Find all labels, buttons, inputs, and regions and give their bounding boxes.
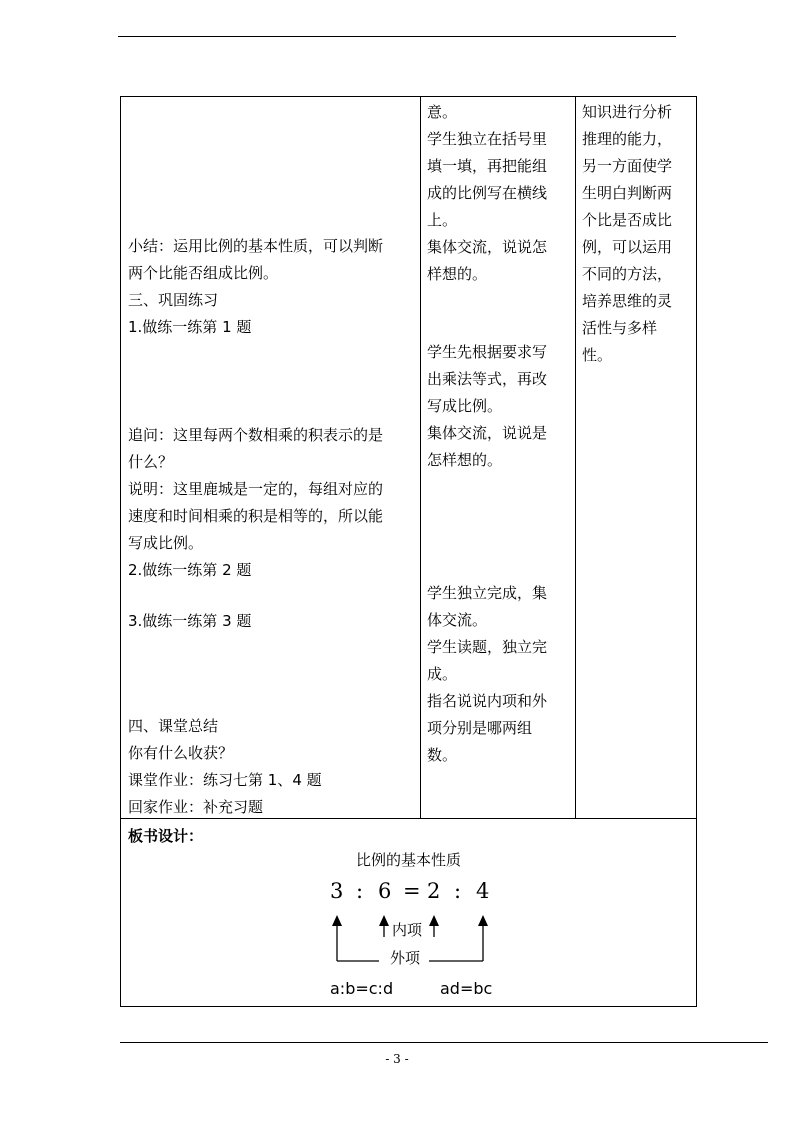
text-line: 成的比例写在横线 <box>427 184 548 202</box>
text-line: 写成比例。 <box>128 534 204 552</box>
header-rule <box>118 36 676 37</box>
text-line: 培养思维的灵 <box>582 292 673 310</box>
board-heading: 比例的基本性质 <box>355 851 461 869</box>
text-line: 另一方面使学 <box>582 157 673 175</box>
page-number: - 3 - <box>385 1052 409 1066</box>
text-line: 你有什么收获？ <box>128 744 234 762</box>
ratio-term: 4 <box>476 879 490 903</box>
inner-term-label: 内项 <box>392 921 423 939</box>
text-line: 个比是否成比 <box>582 211 673 229</box>
text-line: 学生先根据要求写 <box>427 343 548 361</box>
product-formula: ad=bc <box>440 979 493 998</box>
text-line: 指名说说内项和外 <box>427 692 548 710</box>
text-line: 学生读题，独立完 <box>427 638 548 656</box>
text-line: 意。 <box>427 103 458 121</box>
text-line: 两个比能否组成比例。 <box>128 264 279 282</box>
text-line: 2.做练一练第 2 题 <box>128 561 252 579</box>
footer-rule <box>120 1042 768 1043</box>
text-line: 小结：运用比例的基本性质，可以判断 <box>128 237 384 255</box>
text-line: 学生独立完成，集 <box>427 584 548 602</box>
text-line: 体交流。 <box>427 611 488 629</box>
text-line: 四、课堂总结 <box>128 717 219 735</box>
text-line: 三、巩固练习 <box>128 291 219 309</box>
ratio-colon: : <box>454 879 462 903</box>
text-line: 课堂作业：练习七第 1、4 题 <box>128 771 322 789</box>
text-line: 成。 <box>427 665 458 683</box>
text-line: 数。 <box>427 746 458 764</box>
text-line: 填一填，再把能组 <box>427 157 548 175</box>
text-line: 出乘法等式，再改 <box>427 370 548 388</box>
text-line: 活性与多样 <box>582 319 658 337</box>
ratio-term: 6 <box>378 879 392 903</box>
ratio-colon: : <box>356 879 364 903</box>
text-line: 上。 <box>427 211 458 229</box>
text-line: 速度和时间相乘的积是相等的，所以能 <box>128 507 384 525</box>
inner-outer-arrows <box>121 97 696 1002</box>
text-line: 知识进行分析 <box>582 103 673 121</box>
text-line: 学生独立在括号里 <box>427 130 548 148</box>
text-line: 例，可以运用 <box>582 238 673 256</box>
text-line: 3.做练一练第 3 题 <box>128 612 252 630</box>
text-line: 写成比例。 <box>427 397 503 415</box>
text-line: 推理的能力， <box>582 130 673 148</box>
text-line: 怎样想的。 <box>427 451 503 469</box>
text-line: 什么？ <box>128 453 174 471</box>
text-line: 性。 <box>582 346 613 364</box>
text-line: 样想的。 <box>427 265 488 283</box>
outer-term-label: 外项 <box>390 949 421 967</box>
ratio-equals: = <box>403 879 421 903</box>
ratio-formula: a:b=c:d <box>330 979 394 998</box>
text-line: 追问：这里每两个数相乘的积表示的是 <box>128 426 384 444</box>
board-design-title: 板书设计： <box>128 827 204 845</box>
ratio-term: 2 <box>427 879 441 903</box>
text-line: 回家作业：补充习题 <box>128 798 264 816</box>
ratio-term: 3 <box>330 879 344 903</box>
text-line: 项分别是哪两组 <box>427 719 533 737</box>
text-line: 说明：这里鹿城是一定的，每组对应的 <box>128 480 384 498</box>
text-line: 1.做练一练第 1 题 <box>128 318 252 336</box>
lesson-table <box>120 96 697 1007</box>
text-line: 生明白判断两 <box>582 184 673 202</box>
text-line: 不同的方法， <box>582 265 673 283</box>
text-line: 集体交流，说说是 <box>427 424 548 442</box>
text-line: 集体交流，说说怎 <box>427 238 548 256</box>
